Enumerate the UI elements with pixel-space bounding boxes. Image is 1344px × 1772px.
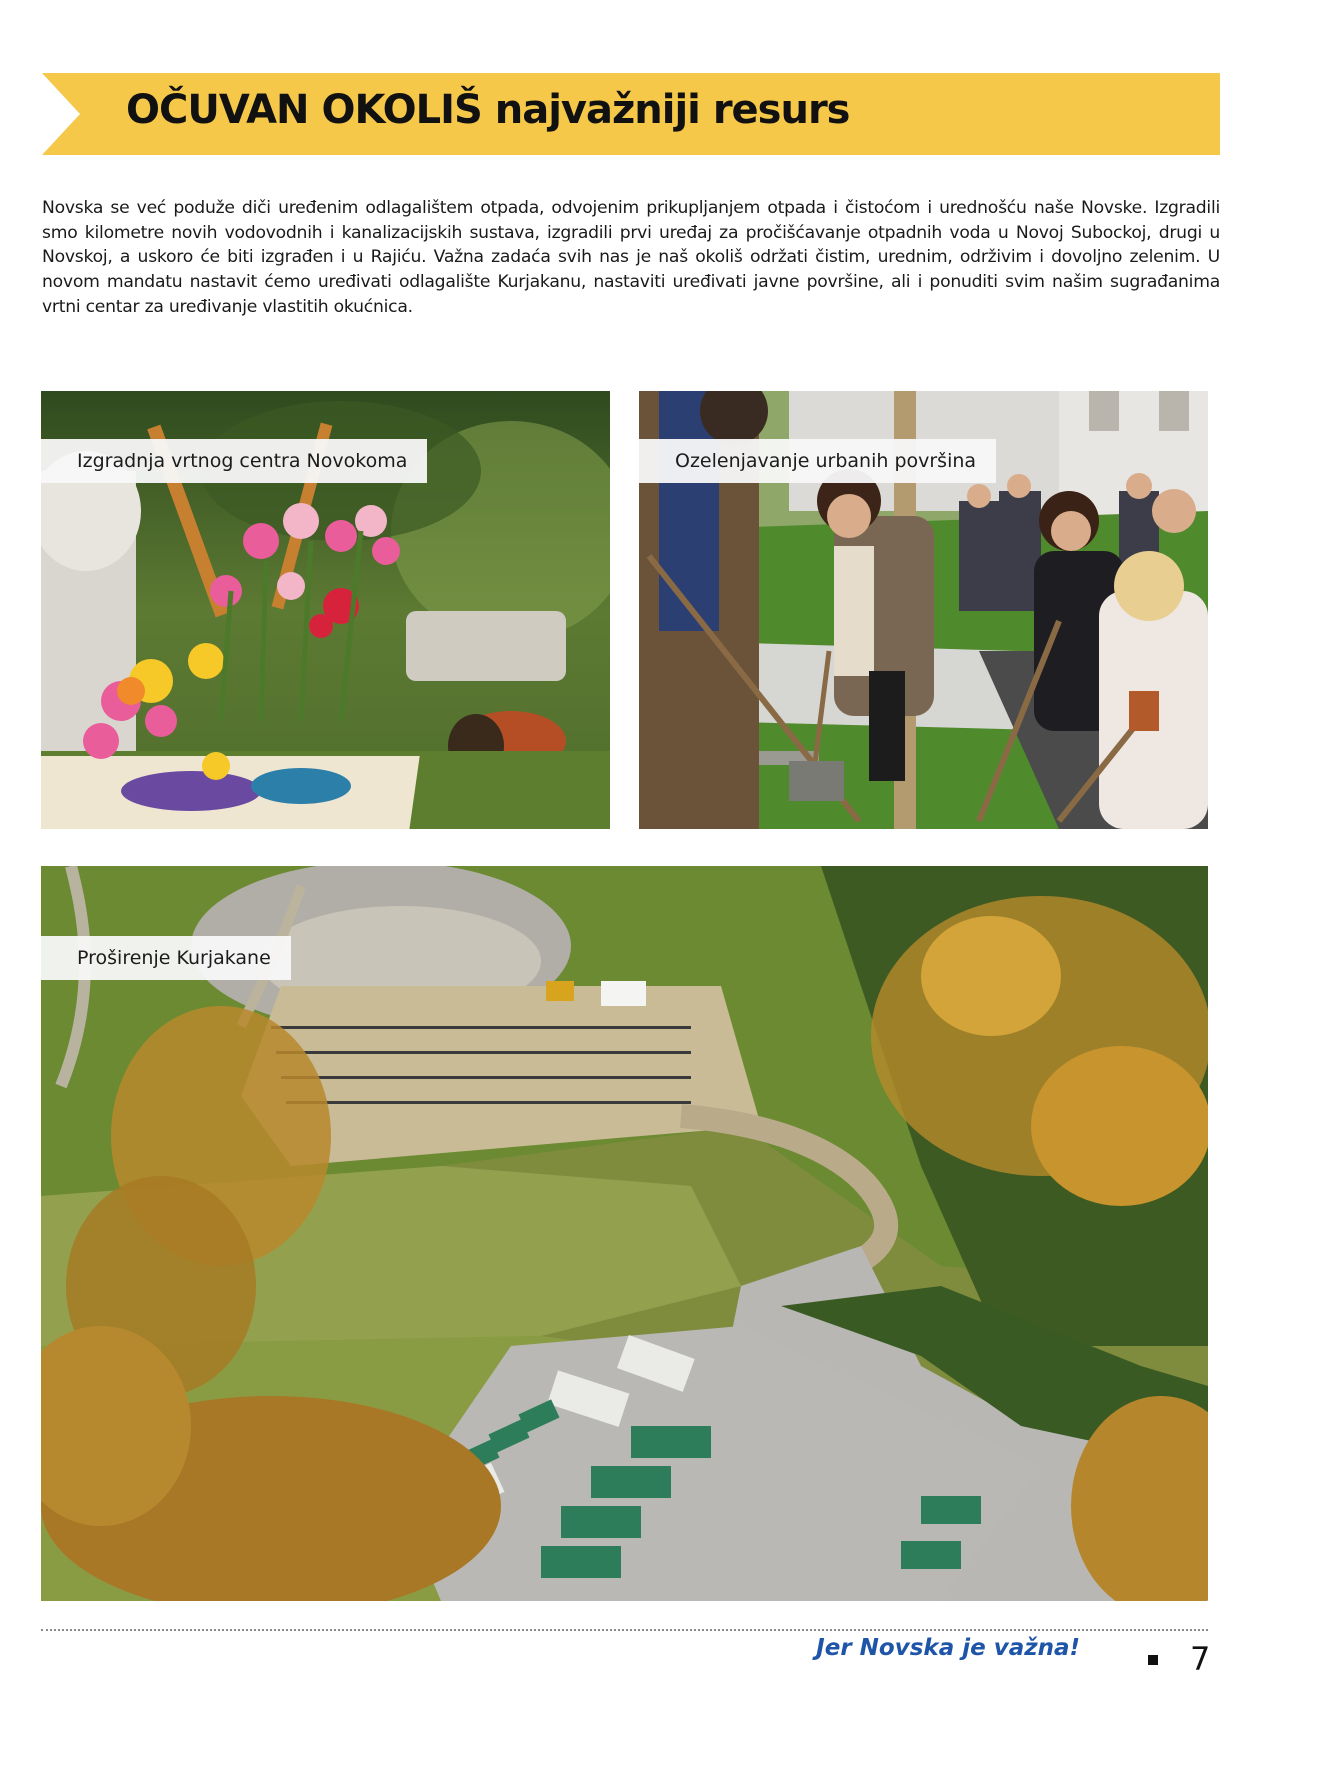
- page-number-bullet: [1148, 1655, 1158, 1665]
- title-banner: [42, 73, 1220, 155]
- photo-caption-garden: Izgradnja vrtnog centra Novokoma: [41, 439, 427, 483]
- footer-slogan: Jer Novska je važna!: [816, 1635, 1080, 1661]
- banner-chevron: [42, 73, 80, 155]
- photo-caption-landfill: Proširenje Kurjakane: [41, 936, 291, 980]
- landfill-aerial-photo: [41, 866, 1208, 1601]
- tree-planting-photo: [639, 391, 1208, 829]
- page-title: OČUVAN OKOLIŠ najvažniji resurs: [126, 87, 850, 133]
- garden-center-photo: [41, 391, 610, 829]
- page-number: 7: [1190, 1640, 1211, 1678]
- photo-caption-planting: Ozelenjavanje urbanih površina: [639, 439, 996, 483]
- footer-divider: [41, 1629, 1208, 1631]
- intro-paragraph: Novska se već poduže diči uređenim odlagalištem otpada, odvojenim prikupljanjem otpada i čistoćom i urednošću naše Novske. Izgradili smo kilometre novih vodovodnih i kanalizacijskih sustava, izgradili prvi uređaj za pročišćavanje otpadnih voda u Novoj Subockoj, drugi u Novskoj, a uskoro će biti izgrađen i u Rajiću. Važna zadaća svih nas je naš okoliš održati čistim, urednim, održivim i dovoljno zelenim. U novom mandatu nastavit ćemo uređivati odlagalište Kurjakanu, nastaviti uređivati javne površine, ali i ponuditi svim našim sugrađanima vrtni centar za uređivanje vlastitih okućnica.: [42, 198, 1220, 317]
